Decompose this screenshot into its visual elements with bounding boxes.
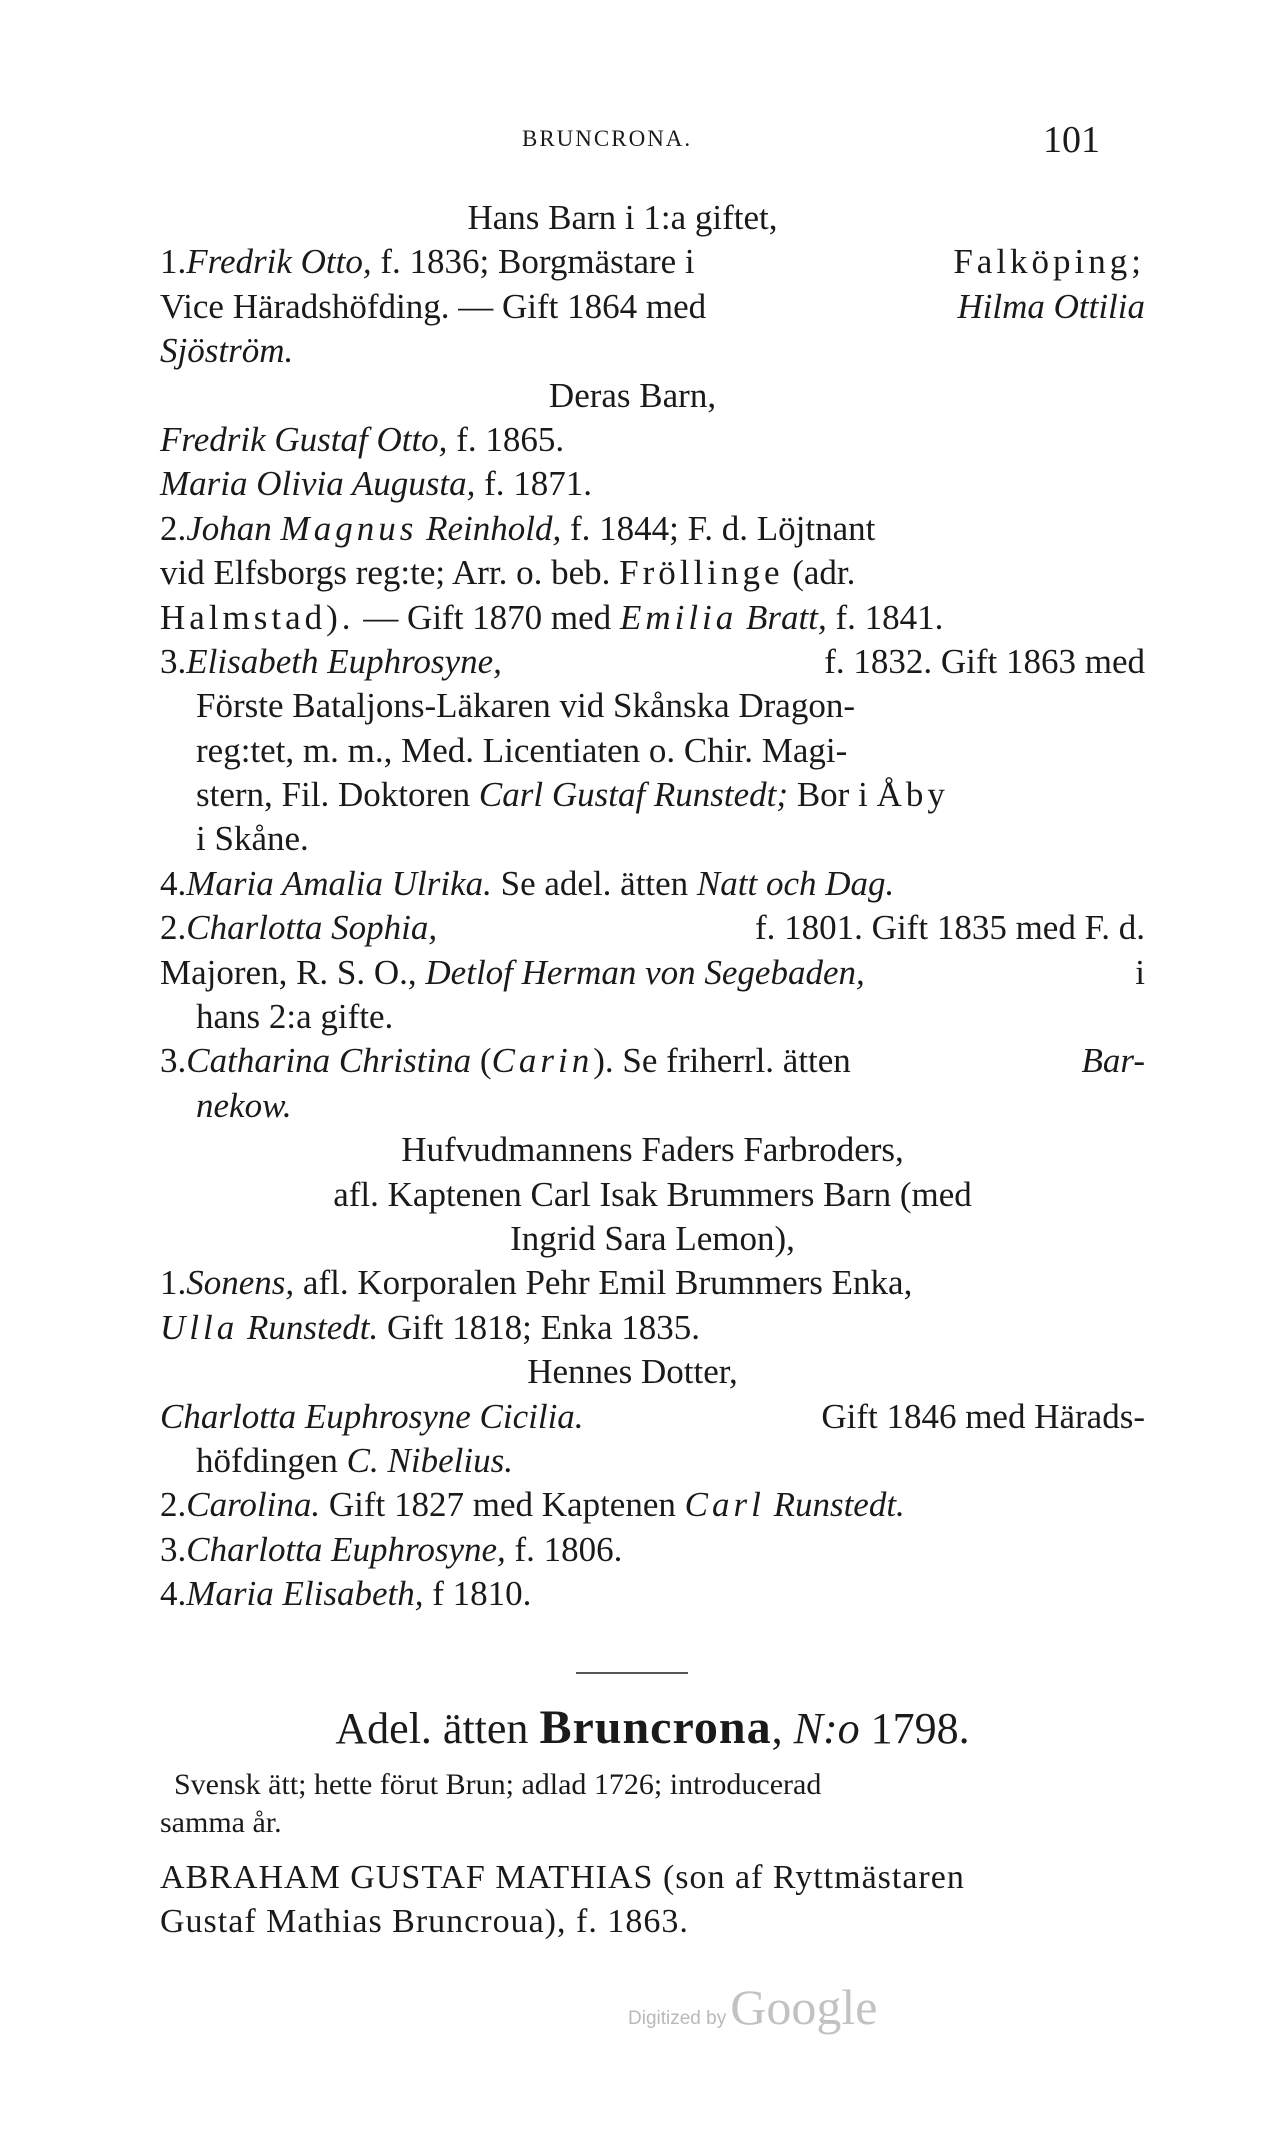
sibling-3-line-1: 3.Catharina Christina (Carin). Se friherrl. ätten Bar-: [160, 1041, 1145, 1081]
family-name: Bruncrona: [539, 1701, 772, 1754]
daughter-line-2: höfdingen C. Nibelius.: [196, 1440, 513, 1480]
cousin-3: 3.Charlotta Euphrosyne, f. 1806.: [160, 1529, 623, 1569]
cousin-4: 4.Maria Elisabeth, f 1810.: [160, 1574, 532, 1614]
section-heading-uncles-line: Hufvudmannens Faders Farbroders,: [401, 1130, 904, 1170]
entry-3-line-4: stern, Fil. Doktoren Carl Gustaf Runstedt; Bor i Åby: [196, 775, 949, 815]
cousin-1-line-2: Ulla Runstedt. Gift 1818; Enka 1835.: [160, 1307, 700, 1347]
entry-3-line-1: 3.Elisabeth Euphrosyne, f. 1832. Gift 1863 med: [160, 641, 1145, 681]
entry-2-line-3: Halmstad). — Gift 1870 med Emilia Bratt, f. 1841.: [160, 597, 944, 637]
main-text: [160, 196, 1145, 1617]
entry-1-line-3: Sjöström.: [160, 331, 294, 371]
entry-2-line-2: vid Elfsborgs reg:te; Arr. o. beb. Fröllinge (adr.: [160, 553, 856, 593]
entry-3-line-5: i Skåne.: [196, 819, 309, 859]
sibling-3-line-2: nekow.: [196, 1085, 292, 1125]
digitized-by-google-watermark: Digitized by Google: [628, 1979, 878, 2035]
entry-4: 4.Maria Amalia Ulrika. Se adel. ätten Natt och Dag.: [160, 863, 895, 903]
section-heading-their-children: Deras Barn,: [548, 375, 717, 415]
sibling-2-line-3: hans 2:a gifte.: [196, 997, 394, 1037]
entry-3-line-2: Förste Bataljons-Läkaren vid Skånska Dragon-: [196, 686, 856, 726]
section-divider: [576, 1672, 688, 1674]
section-heading-children-first-marriage: Hans Barn i 1:a giftet,: [467, 198, 778, 237]
family-head-line-2: Gustaf Mathias Bruncroua), f. 1863.: [160, 1903, 689, 1940]
grandchild-2: Maria Olivia Augusta, f. 1871.: [160, 464, 592, 504]
sibling-2-line-1: 2.Charlotta Sophia, f. 1801. Gift 1835 med F. d.: [160, 908, 1145, 948]
family-heading: Adel. ätten Bruncrona, N:o 1798.: [335, 1701, 970, 1754]
page-header: [160, 118, 1100, 168]
entry-2-line-1: 2.Johan Magnus Reinhold, f. 1844; F. d. Löjtnant: [160, 508, 876, 548]
family-note-line-2: samma år.: [160, 1806, 282, 1839]
page-number: 101: [1043, 119, 1100, 161]
cousin-1-line-1: 1. Sonens, afl. Korporalen Pehr Emil Brummers Enka,: [160, 1263, 913, 1303]
family-description: [160, 1766, 1145, 1944]
section-heading-uncles-line-3: Ingrid Sara Lemon),: [510, 1218, 795, 1258]
running-head: BRUNCRONA.: [522, 126, 693, 151]
entry-1-line-1: 1.Fredrik Otto, f. 1836; Borgmästare i Falköping;: [160, 242, 1145, 282]
section-heading-uncles-line-2: afl. Kaptenen Carl Isak Brummers Barn (med: [333, 1174, 972, 1214]
cousin-2: 2.Carolina. Gift 1827 med Kaptenen Carl Runstedt.: [160, 1485, 905, 1525]
daughter-line-1: Charlotta Euphrosyne Cicilia. Gift 1846 med Härads-: [160, 1396, 1145, 1436]
family-note-line-1: Svensk ätt; hette förut Brun; adlad 1726; introducerad: [174, 1768, 822, 1801]
section-heading-her-daughter: Hennes Dotter,: [527, 1352, 738, 1392]
sibling-2-line-2: Majoren, R. S. O., Detlof Herman von Segebaden, i: [160, 952, 1145, 992]
entry-3-line-3: reg:tet, m. m., Med. Licentiaten o. Chir. Magi-: [196, 730, 848, 770]
grandchild-1: Fredrik Gustaf Otto, f. 1865.: [160, 419, 565, 459]
entry-1-line-2: Vice Häradshöfding. — Gift 1864 med Hilma Ottilia: [160, 286, 1145, 326]
google-logo: Google: [730, 1979, 878, 2035]
family-head-line-1: ABRAHAM GUSTAF MATHIAS (son af Ryttmästaren: [160, 1859, 965, 1896]
